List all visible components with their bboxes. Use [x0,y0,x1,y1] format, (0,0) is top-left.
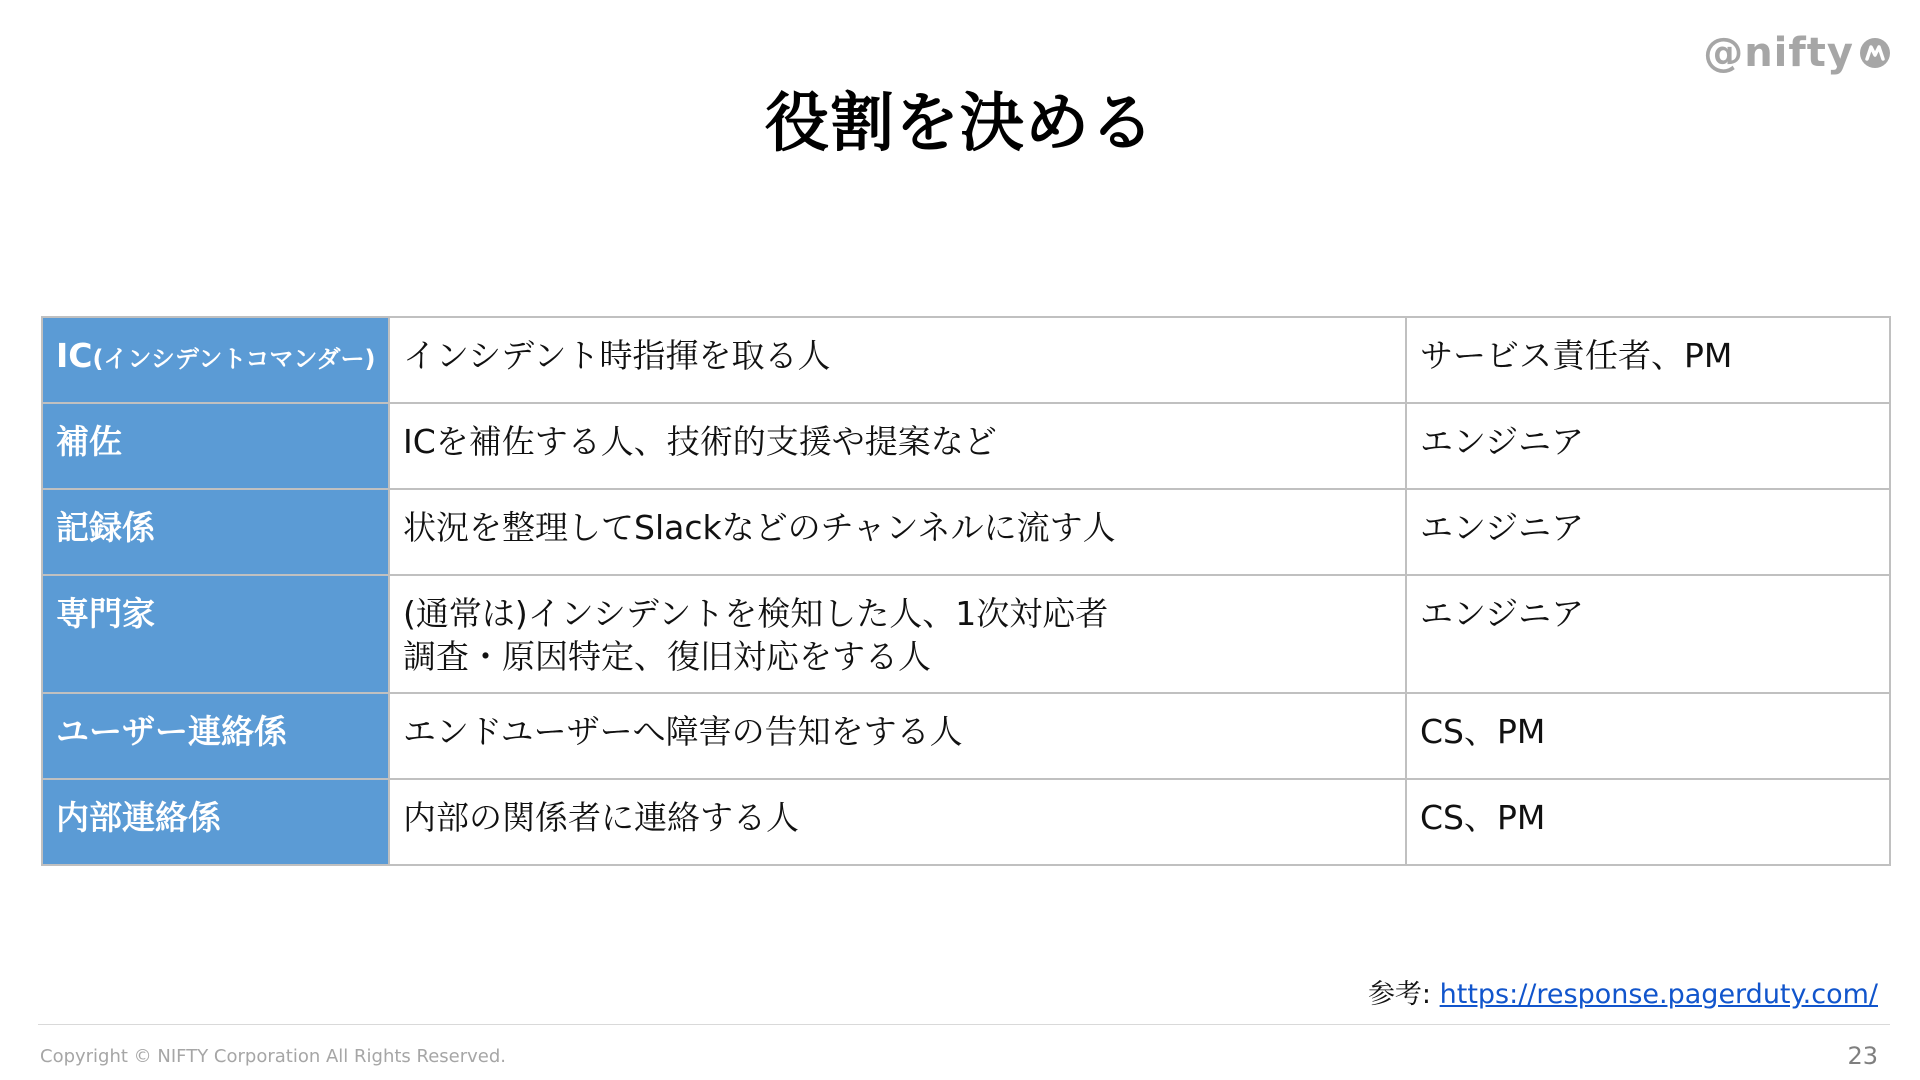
role-description-cell [389,779,1406,865]
role-assignee: エンジニア [1420,422,1585,461]
role-name-cell [42,489,389,575]
role-name: 補佐 [56,422,122,461]
role-assignee: CS、PM [1420,712,1546,751]
role-assignee: エンジニア [1420,508,1585,547]
roles-table [41,316,1891,866]
table-row [42,779,1890,865]
role-assignee: CS、PM [1420,798,1546,837]
role-name-cell [42,693,389,779]
role-name-cell [42,575,389,693]
logo-text: @nifty [1703,30,1854,76]
copyright-text: Copyright © NIFTY Corporation All Rights Reserved. [40,1046,507,1067]
role-name: 専門家 [56,594,155,633]
reference-link[interactable]: https://response.pagerduty.com/ [1439,979,1878,1010]
table-row [42,575,1890,693]
role-name-cell [42,317,389,403]
slide-title: 役割を決める [765,87,1155,161]
table-row [42,403,1890,489]
role-assignee-cell [1406,575,1890,693]
role-name: 内部連絡係 [56,798,221,837]
role-name-subtitle: (インシデントコマンダー) [92,345,376,373]
role-description-line: 内部の関係者に連絡する人 [403,798,799,837]
role-description-line: 状況を整理してSlackなどのチャンネルに流す人 [403,508,1116,547]
role-assignee-cell [1406,317,1890,403]
role-description-line: ICを補佐する人、技術的支援や提案など [403,422,997,461]
role-description-cell [389,693,1406,779]
role-assignee-cell [1406,403,1890,489]
role-name: IC [56,336,93,375]
page-number: 23 [1847,1042,1878,1070]
table-row [42,317,1890,403]
reference-note [1368,972,1878,1011]
role-description-cell [389,489,1406,575]
role-description-cell [389,403,1406,489]
nifty-mark-icon [1858,36,1892,70]
role-name-cell [42,403,389,489]
role-assignee-cell [1406,693,1890,779]
role-assignee: サービス責任者、PM [1420,336,1733,375]
role-name: 記録係 [56,508,155,547]
role-description-line: エンドユーザーへ障害の告知をする人 [403,712,963,751]
table-row [42,489,1890,575]
table-row [42,693,1890,779]
role-assignee: エンジニア [1420,594,1585,633]
role-description-line: (通常は)インシデントを検知した人、1次対応者 [403,594,1109,633]
nifty-logo [1703,30,1892,76]
footer-divider [38,1024,1890,1025]
role-name-cell [42,779,389,865]
role-description-line: インシデント時指揮を取る人 [403,336,831,375]
role-description-cell [389,575,1406,693]
role-assignee-cell [1406,779,1890,865]
role-name: ユーザー連絡係 [56,712,287,751]
role-assignee-cell [1406,489,1890,575]
role-description-cell [389,317,1406,403]
reference-label: 参考: [1367,979,1440,1010]
role-description-line: 調査・原因特定、復旧対応をする人 [403,637,931,676]
